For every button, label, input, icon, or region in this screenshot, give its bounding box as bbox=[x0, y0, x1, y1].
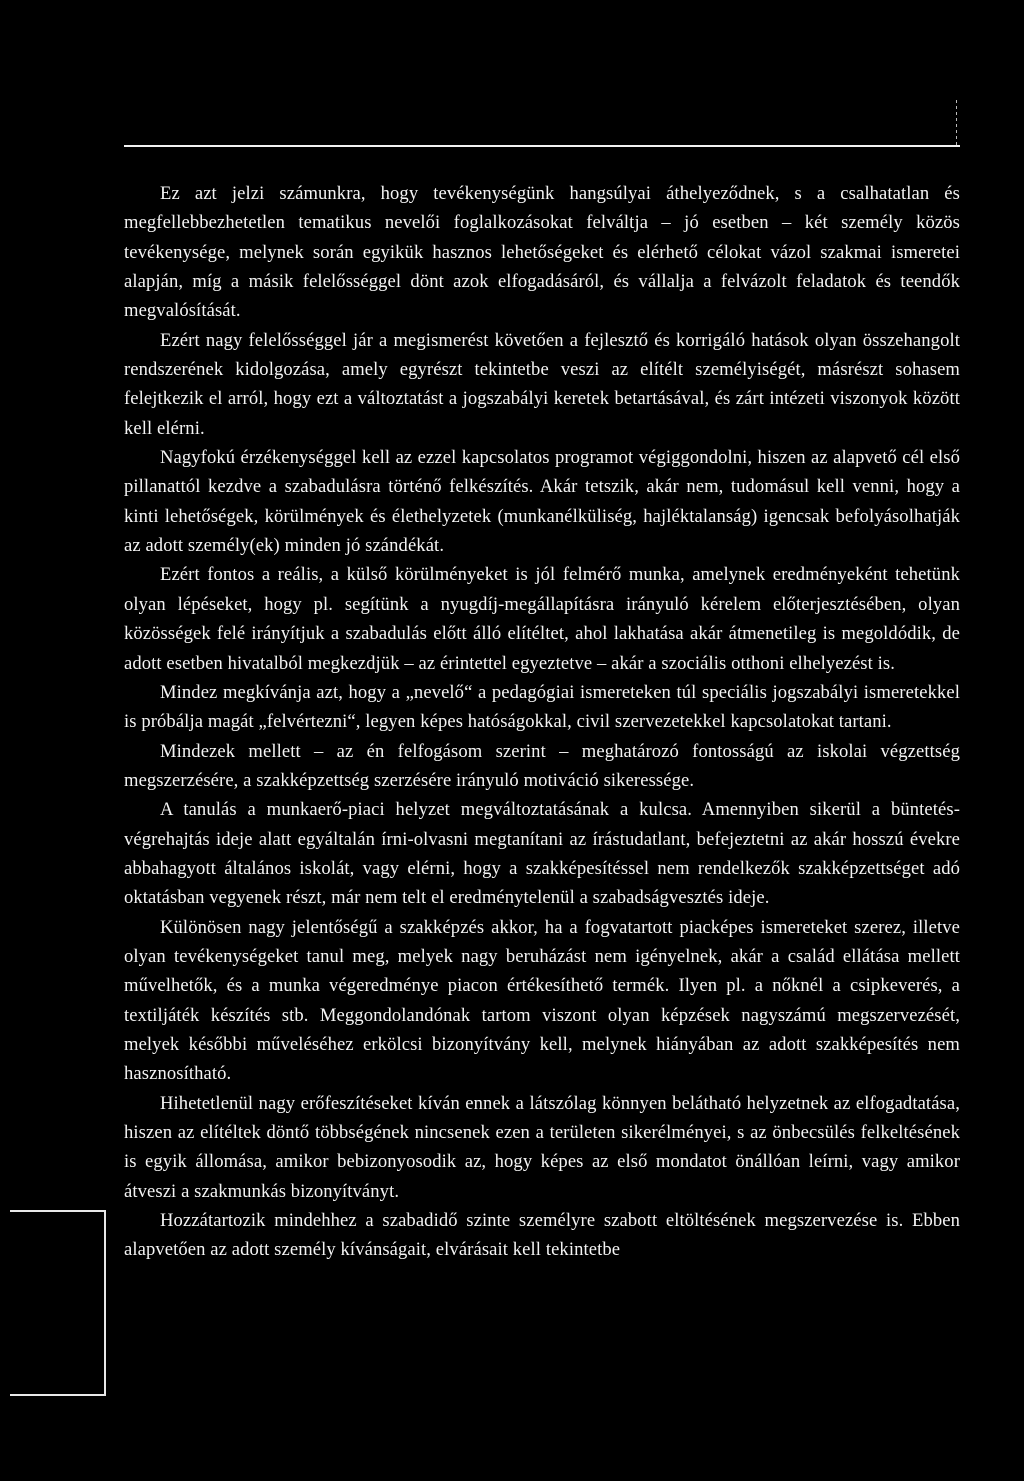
paragraph: Mindez megkívánja azt, hogy a „nevelő“ a pedagógiai ismereteken túl speciális jogszabályi ismeretekkel is próbálja magát „felvértezni“, legyen képes hatóságokkal, civil szervezetekkel kapcsolatokat tartani. bbox=[124, 681, 960, 733]
margin-bracket bbox=[10, 1210, 106, 1396]
body-text bbox=[124, 179, 960, 1265]
paragraph: Nagyfokú érzékenységgel kell az ezzel kapcsolatos programot végiggondolni, hiszen az alapvető cél első pillanattól kezdve a szabadulásra történő felkészítés. Akár tetszik, akár nem, tudomásul kell venni, hogy a kinti lehetőségek, körülmények és élethelyzetek (munkanélküliség, hajléktalanság) igencsak befolyásolhatják az adott személy(ek) minden jó szándékát. bbox=[124, 447, 960, 557]
paragraph: A tanulás a munkaerő-piaci helyzet megváltoztatásának a kulcsa. Amennyiben sikerül a büntetés-végrehajtás ideje alatt egyáltalán írni-olvasni megtanítani az írástudatlant, befejeztetni az akár hosszú évekre abbahagyott általános iskolát, vagy elérni, hogy a szakképesítéssel nem rendelkezők szakképzettséget adó oktatásban vegyenek részt, már nem telt el eredménytelenül a szabadságvesztés ideje. bbox=[124, 799, 960, 909]
scan-edge-mark bbox=[956, 100, 957, 146]
paragraph: Ezért nagy felelősséggel jár a megismerést követően a fejlesztő és korrigáló hatások olyan összehangolt rendszerének kidolgozása, amely egyrészt tekintetbe veszi az elítélt személyiségét, másrészt sohasem felejtkezik el arról, hogy ezt a változtatást a jogszabályi keretek betartásával, és zárt intézeti viszonyok között kell elérni. bbox=[124, 329, 960, 439]
paragraph: Különösen nagy jelentőségű a szakképzés akkor, ha a fogvatartott piacképes ismereteket szerez, illetve olyan tevékenységeket tanul meg, melyek nagy beruházást nem igényelnek, akár a család ellátása mellett művelhetők, és a munka végeredménye piacon értékesíthető termék. Ilyen pl. a nőknél a csipkeverés, a textiljáték készítés stb. Meggondolandónak tartom viszont olyan képzések nagyszámú megszervezését, melyek későbbi műveléséhez erkölcsi bizonyítvány kell, melynek hiányában az adott szakképesítés nem hasznosítható. bbox=[124, 916, 960, 1085]
paragraph: Hihetetlenül nagy erőfeszítéseket kíván ennek a látszólag könnyen belátható helyzetnek az elfogadtatása, hiszen az elítéltek döntő többségének nincsenek ezen a területen sikerélményei, s az önbecsülés felkeltésének is egyik állomása, amikor bebizonyosodik az, hogy képes az első mondatot önállóan leírni, vagy amikor átveszi a szakmunkás bizonyítványt. bbox=[124, 1092, 960, 1202]
paragraph: Hozzátartozik mindehhez a szabadidő szinte személyre szabott eltöltésének megszervezése is. Ebben alapvetően az adott személy kívánságait, elvárásait kell tekintetbe bbox=[124, 1210, 960, 1261]
paragraph: Ez azt jelzi számunkra, hogy tevékenységünk hangsúlyai áthelyeződnek, s a csalhatatlan és megfellebbezhetetlen tematikus nevelői foglalkozásokat felváltja – jó esetben – két személy közös tevékenysége, melynek során egyikük hasznos lehetőségeket és elérhető célokat vázol szakmai ismeretei alapján, míg a másik felelősséggel dönt azok elfogadásáról, és vállalja a felvázolt feladatok és teendők megvalósítását. bbox=[124, 183, 960, 322]
header-rule bbox=[124, 145, 960, 147]
paragraph: Mindezek mellett – az én felfogásom szerint – meghatározó fontosságú az iskolai végzettség megszerzésére, a szakképzettség szerzésére irányuló motiváció sikeressége. bbox=[124, 740, 960, 791]
paragraph: Ezért fontos a reális, a külső körülményeket is jól felmérő munka, amelynek eredményeként tehetünk olyan lépéseket, hogy pl. segítünk a nyugdíj-megállapításra irányuló kérelem előterjesztésében, olyan közösségek felé irányítjuk a szabadulás előtt álló elítéltet, ahol lakhatása akár átmenetileg is megoldódik, de adott esetben hivatalból megkezdjük – az érintettel egyeztetve – akár a szociális otthoni elhelyezést is. bbox=[124, 564, 960, 674]
